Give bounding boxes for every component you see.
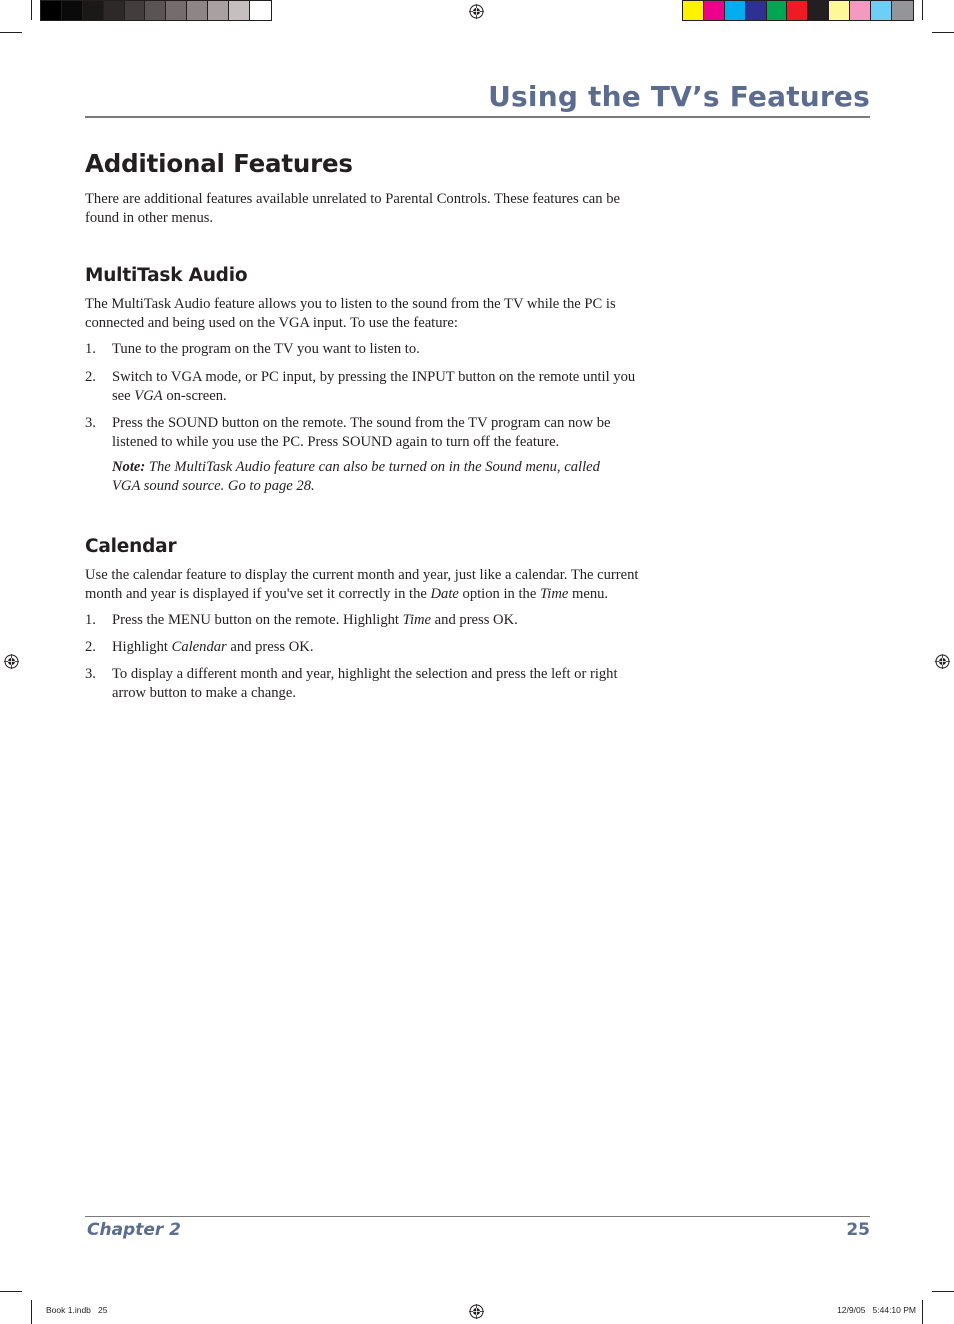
gray-swatch (187, 1, 208, 20)
gray-swatch (41, 1, 62, 20)
step-line (112, 387, 710, 406)
step-text-emphasis: VGA (134, 387, 163, 404)
step-number: 2. (85, 369, 96, 385)
calendar-intro-line: Use the calendar feature to display the current month and year, just like a calendar. The current (85, 567, 639, 583)
running-title: Using the TV’s Features (488, 80, 870, 113)
crop-mark-bottom-left-v (31, 1300, 32, 1324)
multitask-intro-line: The MultiTask Audio feature allows you to listen to the sound from the TV while the PC is (85, 296, 616, 312)
step-text (112, 414, 710, 451)
color-swatch (683, 1, 704, 20)
registration-mark-icon (469, 1304, 484, 1319)
calendar-heading: Calendar (85, 536, 177, 557)
gray-swatch (83, 1, 104, 20)
multitask-intro (85, 295, 710, 332)
calendar-intro (85, 566, 710, 603)
step-line: Press the SOUND button on the remote. The sound from the TV program can now be (112, 415, 611, 431)
crop-mark-bottom-right-h (932, 1291, 954, 1292)
step-text-emphasis: Time (402, 612, 432, 628)
footer-chapter: Chapter 2 (87, 1220, 182, 1240)
step-text-part: Highlight (112, 639, 172, 655)
step-number: 1. (85, 612, 96, 628)
grayscale-bar (40, 0, 272, 21)
gray-swatch (229, 1, 250, 20)
crop-mark-top-left-h (0, 32, 22, 33)
multitask-heading: MultiTask Audio (85, 265, 248, 286)
step-number: 1. (85, 341, 96, 357)
gray-swatch (145, 1, 166, 20)
page-title: Additional Features (85, 149, 353, 178)
color-swatch (808, 1, 829, 20)
color-swatch (746, 1, 767, 20)
note-label: Note: (112, 459, 146, 475)
text-emphasis: Time (539, 585, 569, 602)
text-part: menu. (568, 585, 609, 602)
step-text-part: and press OK. (431, 612, 518, 628)
step-text-emphasis: Calendar (171, 639, 227, 655)
color-swatch (787, 1, 808, 20)
step-text (112, 368, 710, 405)
note-text: The MultiTask Audio feature can also be turned on in the Sound menu, called (145, 459, 600, 475)
gray-swatch (62, 1, 83, 20)
step-number: 3. (85, 415, 96, 431)
page-number: 25 (846, 1220, 870, 1240)
step-text (112, 611, 710, 630)
calendar-intro-line (85, 585, 710, 604)
text-part: option in the (458, 585, 540, 602)
crop-mark-bottom-left-h (0, 1291, 22, 1292)
step-line: Switch to VGA mode, or PC input, by pressing the INPUT button on the remote until you (112, 369, 636, 385)
registration-mark-icon (935, 654, 950, 669)
step-text (112, 665, 710, 702)
crop-mark-top-right-h (932, 32, 954, 33)
intro-line: found in other menus. (85, 209, 214, 226)
note-line (112, 458, 692, 477)
color-swatch (767, 1, 788, 20)
step-number: 2. (85, 639, 96, 655)
step-number: 3. (85, 666, 96, 682)
gray-swatch (208, 1, 229, 20)
color-swatch (892, 1, 913, 20)
color-bar (682, 0, 914, 21)
step-line: arrow button to make a change. (112, 684, 296, 701)
note-line: VGA sound source. Go to page 28. (112, 477, 315, 494)
text-part: month and year is displayed if you've set it correctly in the (85, 585, 431, 602)
crop-mark-top-left-v (31, 0, 32, 20)
step-text-part: on-screen. (162, 387, 227, 404)
color-swatch (829, 1, 850, 20)
text-emphasis: Date (430, 585, 459, 602)
color-swatch (871, 1, 892, 20)
registration-mark-icon (4, 654, 19, 669)
slug-filename: Book 1.indb 25 (46, 1305, 108, 1315)
gray-swatch (104, 1, 125, 20)
gray-swatch (166, 1, 187, 20)
step-text (112, 638, 710, 657)
intro-line: There are additional features available unrelated to Parental Controls. These features can be (85, 191, 621, 207)
step-text-part: and press OK. (226, 639, 314, 655)
color-swatch (850, 1, 871, 20)
gray-swatch (125, 1, 146, 20)
gray-swatch (250, 1, 271, 20)
multitask-intro-line: connected and being used on the VGA input. To use the feature: (85, 314, 458, 331)
multitask-note (112, 458, 692, 495)
color-swatch (704, 1, 725, 20)
step-line: listened to while you use the PC. Press SOUND again to turn off the feature. (112, 433, 560, 450)
intro-paragraph (85, 190, 710, 227)
color-swatch (725, 1, 746, 20)
crop-mark-bottom-right-v (922, 1300, 923, 1324)
crop-mark-top-right-v (922, 0, 923, 20)
step-line: To display a different month and year, highlight the selection and press the left or right (112, 666, 618, 682)
slug-timestamp: 12/9/05 5:44:10 PM (837, 1305, 916, 1315)
footer-rule (85, 1216, 870, 1217)
step-text-part: Press the MENU button on the remote. Highlight (112, 612, 403, 628)
step-text: Tune to the program on the TV you want to listen to. (112, 341, 420, 357)
registration-mark-icon (469, 4, 484, 19)
step-text-part: see (112, 387, 135, 404)
header-rule (85, 116, 870, 118)
